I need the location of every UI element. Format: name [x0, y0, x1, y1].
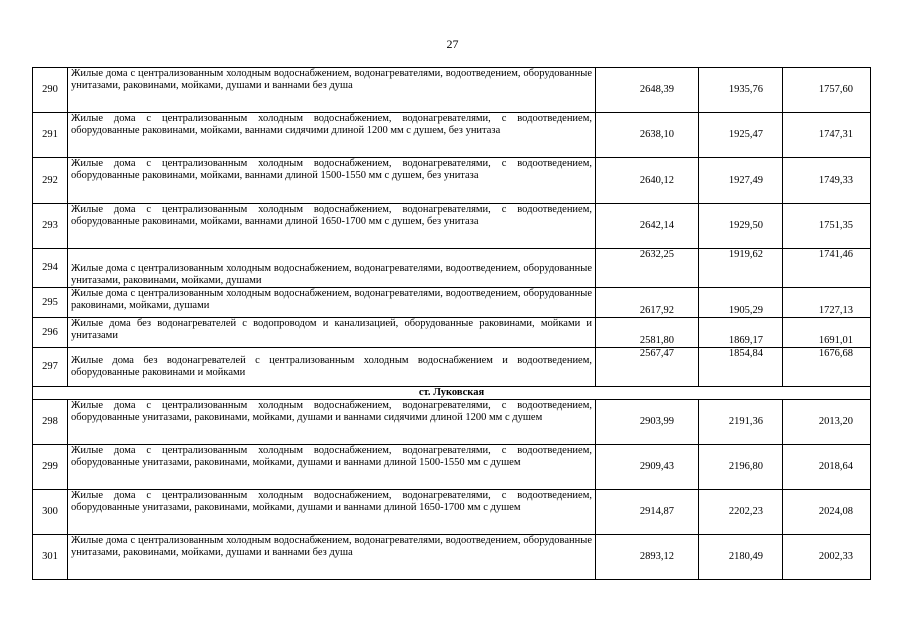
row-value-1: 2567,47: [596, 348, 699, 387]
row-value-1: 2640,12: [596, 158, 699, 204]
row-value-3: 2024,08: [783, 490, 871, 535]
row-number: 291: [33, 113, 68, 158]
row-value-2: 1905,29: [699, 288, 783, 318]
row-number: 293: [33, 204, 68, 249]
row-number: 298: [33, 400, 68, 445]
row-value-1: 2914,87: [596, 490, 699, 535]
row-value-2: 1935,76: [699, 68, 783, 113]
row-value-2: 2196,80: [699, 445, 783, 490]
row-description: Жилые дома с централизованным холодным водоснабжением, водонагревателями, водоотведением, оборудованные унитазами, раковинами, мойками, душами: [68, 249, 596, 288]
table-row: [33, 490, 871, 535]
row-value-2: 1929,50: [699, 204, 783, 249]
row-value-1: 2632,25: [596, 249, 699, 288]
row-value-2: 1927,49: [699, 158, 783, 204]
table-row: [33, 68, 871, 113]
tariff-table: [32, 67, 871, 580]
row-value-3: 2018,64: [783, 445, 871, 490]
row-value-2: 1919,62: [699, 249, 783, 288]
row-value-3: 2013,20: [783, 400, 871, 445]
row-value-2: 1925,47: [699, 113, 783, 158]
row-value-1: 2909,43: [596, 445, 699, 490]
row-description: Жилые дома с централизованным холодным водоснабжением, водонагревателями, с водоотведением, оборудованные раковинами, мойками, ваннами длиной 1650-1700 мм с душем, без унитаза: [68, 204, 596, 249]
row-value-1: 2617,92: [596, 288, 699, 318]
row-value-3: 1676,68: [783, 348, 871, 387]
row-value-3: 1757,60: [783, 68, 871, 113]
row-description: Жилые дома без водонагревателей с централизованным холодным водоснабжением и водоотведением, оборудованные раковинами и мойками: [68, 348, 596, 387]
row-value-1: 2638,10: [596, 113, 699, 158]
table-row: [33, 400, 871, 445]
row-value-2: 1869,17: [699, 318, 783, 348]
row-value-3: 1691,01: [783, 318, 871, 348]
table-row: [33, 288, 871, 318]
table-row: [33, 348, 871, 387]
row-number: 294: [33, 249, 68, 288]
row-value-1: 2642,14: [596, 204, 699, 249]
row-value-3: 1727,13: [783, 288, 871, 318]
row-description: Жилые дома без водонагревателей с водопроводом и канализацией, оборудованные раковинами, мойками и унитазами: [68, 318, 596, 348]
page-number: 27: [446, 37, 459, 51]
row-value-3: 1749,33: [783, 158, 871, 204]
row-value-2: 2202,23: [699, 490, 783, 535]
row-value-1: 2903,99: [596, 400, 699, 445]
row-number: 290: [33, 68, 68, 113]
row-value-3: 1747,31: [783, 113, 871, 158]
row-description: Жилые дома с централизованным холодным водоснабжением, водонагревателями, водоотведением, оборудованные унитазами, раковинами, мойками, душами и ваннами без душа: [68, 68, 596, 113]
row-description: Жилые дома с централизованным холодным водоснабжением, водонагревателями, водоотведением, оборудованные раковинами, мойками, душами: [68, 288, 596, 318]
row-value-3: 2002,33: [783, 535, 871, 580]
table-row: [33, 318, 871, 348]
row-value-3: 1741,46: [783, 249, 871, 288]
row-description: Жилые дома с централизованным холодным водоснабжением, водонагревателями, водоотведением, оборудованные унитазами, раковинами, мойками, душами и ваннами без душа: [68, 535, 596, 580]
table-row: [33, 535, 871, 580]
row-value-2: 2180,49: [699, 535, 783, 580]
row-description: Жилые дома с централизованным холодным водоснабжением, водонагревателями, с водоотведением, оборудованные унитазами, раковинами, мойками, душами и ваннами сидячими длиной 1200 мм с душем: [68, 400, 596, 445]
table-row: [33, 158, 871, 204]
row-value-1: 2893,12: [596, 535, 699, 580]
row-value-3: 1751,35: [783, 204, 871, 249]
section-row: [33, 387, 871, 400]
row-number: 296: [33, 318, 68, 348]
row-number: 297: [33, 348, 68, 387]
table-row: [33, 249, 871, 288]
row-value-2: 2191,36: [699, 400, 783, 445]
row-value-1: 2581,80: [596, 318, 699, 348]
section-title: ст. Луковская: [33, 387, 871, 400]
row-description: Жилые дома с централизованным холодным водоснабжением, водонагревателями, с водоотведением, оборудованные унитазами, раковинами, мойками, душами и ваннами длиной 1500-1550 мм с душем: [68, 445, 596, 490]
table-row: [33, 204, 871, 249]
row-description: Жилые дома с централизованным холодным водоснабжением, водонагревателями, с водоотведением, оборудованные унитазами, раковинами, мойками, душами и ваннами длиной 1650-1700 мм с душем: [68, 490, 596, 535]
row-description: Жилые дома с централизованным холодным водоснабжением, водонагревателями, с водоотведением, оборудованные раковинами, мойками, ваннами сидячими длиной 1200 мм с душем, без унитаза: [68, 113, 596, 158]
row-description: Жилые дома с централизованным холодным водоснабжением, водонагревателями, с водоотведением, оборудованные раковинами, мойками, ваннами длиной 1500-1550 мм с душем, без унитаза: [68, 158, 596, 204]
row-number: 299: [33, 445, 68, 490]
row-number: 295: [33, 288, 68, 318]
row-value-1: 2648,39: [596, 68, 699, 113]
row-number: 292: [33, 158, 68, 204]
row-number: 301: [33, 535, 68, 580]
row-number: 300: [33, 490, 68, 535]
table-row: [33, 113, 871, 158]
table-row: [33, 445, 871, 490]
row-value-2: 1854,84: [699, 348, 783, 387]
